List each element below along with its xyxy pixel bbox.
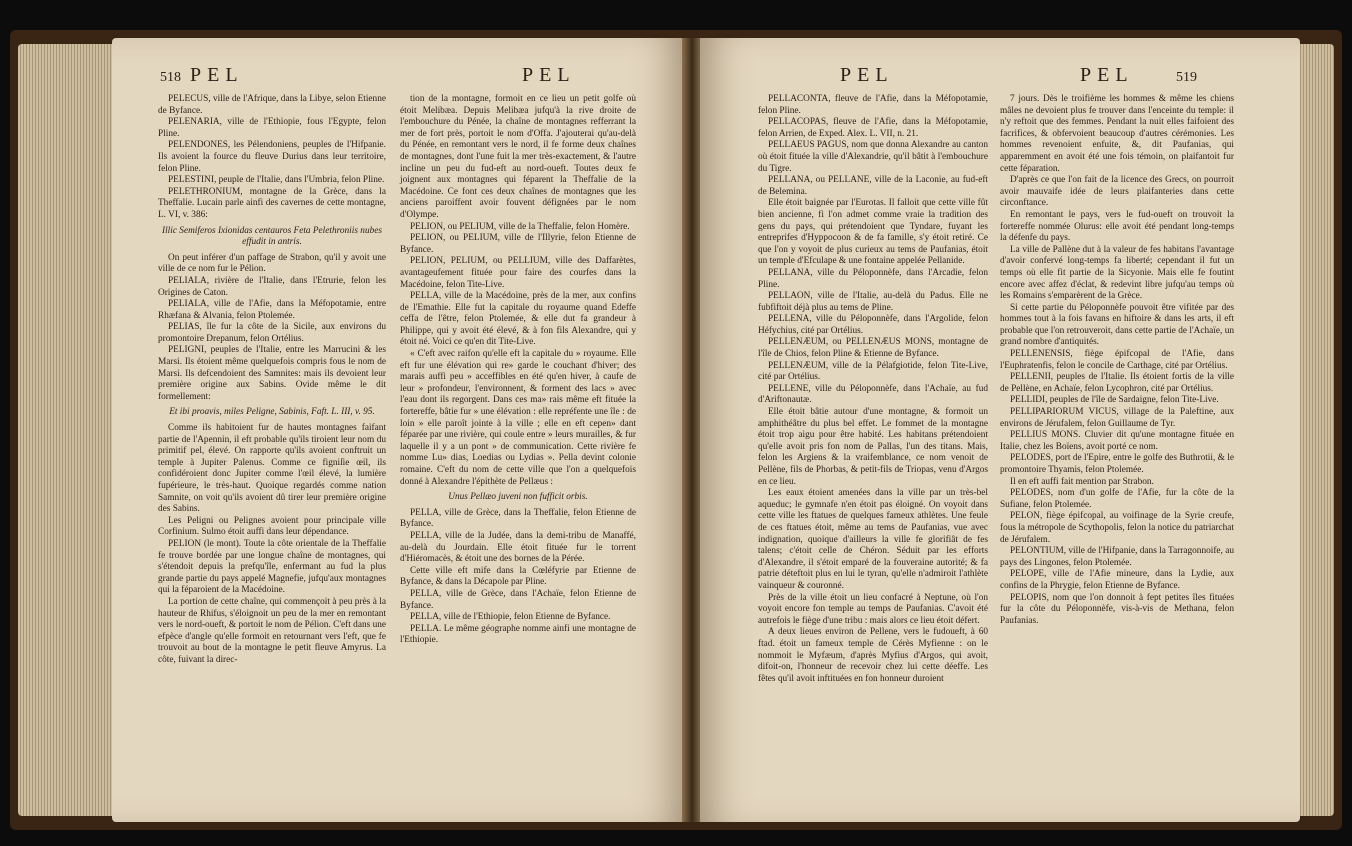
- entry: Les Peligni ou Pelignes avoient pour principale ville Corfinium. Sulmo étoit auffi dans leur dépendance.: [158, 515, 386, 538]
- running-head: PEL: [190, 64, 244, 86]
- entry: PELECUS, ville de l'Afrique, dans la Libye, selon Etienne de Byfance.: [158, 94, 386, 116]
- book-gutter: [682, 38, 702, 822]
- entry: Si cette partie du Péloponnèfe pouvoit être vifitée par des hommes tout à la fois favans en hiftoire & dans les arts, il eft probable que l'on retrouveroit, dans cette partie de l'Achaïe, un grand nombre d'antiquités.: [1000, 302, 1234, 348]
- right-page: [700, 38, 1300, 822]
- entry: PELLANA, ville du Péloponnèfe, dans l'Arcadie, felon Pline.: [758, 267, 988, 290]
- entry: PELENDONES, les Pélendoniens, peuples de l'Hifpanie. Ils avoient la fource du fleuve Durius dans leur territoire, felon Pline.: [158, 140, 386, 174]
- entry: PELLENII, peuples de l'Italie. Ils étoient fortis de la ville de Pellène, en Achaïe, felon Lycophron, cité par Ortélius.: [1000, 372, 1234, 394]
- running-head: PEL: [522, 64, 576, 86]
- page-edges-left: [18, 44, 114, 816]
- entry: PELLA, ville de l'Ethiopie, felon Etienne de Byfance.: [410, 612, 611, 623]
- entry: PELLA, ville de la Judée, dans la demi-tribu de Manaffé, au-delà du Jourdain. Elle étoit fituée fur le torrent d'Hiéromacès, & étoit une des bornes de la Pérée.: [400, 530, 636, 565]
- entry: PELLENENSIS, fiège épifcopal de l'Afie, dans l'Euphratenfis, felon le concile de Carthage, cité par Ortélius.: [1000, 349, 1234, 371]
- entry: PELIAS, île fur la côte de la Sicile, aux environs du promontoire Drepanum, felon Ortélius.: [158, 322, 386, 344]
- entry: PELODES, nom d'un golfe de l'Afie, fur la côte de la Sufiane, felon Ptolemée.: [1000, 488, 1234, 510]
- running-head: PEL: [1080, 64, 1134, 86]
- entry: PELIALA, rivière de l'Italie, dans l'Etrurie, felon les Origines de Caton.: [158, 275, 386, 298]
- entry: PELLACONTA, fleuve de l'Afie, dans la Méfopotamie, felon Pline.: [758, 94, 988, 116]
- entry: PELONTIUM, ville de l'Hifpanie, dans la Tarragonnoife, au pays des Lingones, felon Ptolemée.: [1000, 546, 1234, 568]
- entry: PELION, ou PELIUM, ville de la Theffalie, felon Homère.: [410, 221, 630, 232]
- entry: Elle étoit baignée par l'Eurotas. Il falloit que cette ville fût bien ancienne, fi l'on admet comme vraie la tradition des gens du pays, qui prétendoient que Tyndare, fuyant les entreprifes d'Hyppocoon & de fa famille, s'y étoit retiré. Ce que l'on y voyoit de plus curieux au tems de Paufanias, étoit un temple d'Efculape & une fontaine appelée Pellanide.: [758, 198, 988, 267]
- entry: PELIALA, ville de l'Afie, dans la Méfopotamie, entre Rhæfana & Alvania, felon Ptolemée.: [158, 299, 386, 321]
- entry: PELLA, ville de Grèce, dans l'Achaïe, felon Etienne de Byfance.: [400, 588, 636, 611]
- entry: PELESTINI, peuple de l'Italie, dans l'Umbria, felon Pline.: [168, 175, 385, 186]
- verse-quote: Et ibi proavis, miles Peligne, Sabinis, Faft. L. III, v. 95.: [169, 407, 375, 418]
- verse-quote: Illic Semiferos Ixionidas centauros Feta Pelethroniis nubes effudit in antris.: [162, 225, 382, 248]
- entry: PELLIPARIORUM VICUS, village de la Paleftine, aux environs de Jérufalem, felon Guillaume de Tyr.: [1000, 407, 1234, 429]
- text-column-1: [758, 94, 988, 685]
- entry: Près de la ville étoit un lieu confacré à Neptune, où l'on voyoit encore fon temple au temps de Paufanias. C'avoit été autrefois le fiège d'une tribu : mais alors ce lieu étoit défert.: [758, 592, 988, 626]
- page-edges-right: [1298, 44, 1334, 816]
- text-column-2: [1000, 94, 1234, 627]
- entry: La portion de cette chaîne, qui commençoit à peu près à la hauteur de Rhifus, s'éloignoit un peu de la mer en remontant vers le nord-oueft, & portoit le nom de Pélion. C'eft dans une efpèce d'angle qu'elle formoit en retournant vers l'eft, que fe trouvoit au bout de la montagne le petit fleuve Amyrus. La côte, fuivant la direc-: [158, 596, 386, 665]
- entry: PELLIUS MONS. Cluvier dit qu'une montagne fituée en Italie, chez les Boïens, avoit porté ce nom.: [1000, 430, 1234, 452]
- entry: Comme ils habitoient fur de hautes montagnes faifant partie de l'Apennin, il eft probable qu'ils tiroient leur nom du primitif pel, élevé. On rapporte qu'ils avoient conftruit un temple à Jupiter Palenus. Comme ce figniſie œil, ils confidéroient donc Jupiter comme l'œil élevé, la lumière fupérieure, le très-haut. Quoique regardés comme nation Samnite, on voit qu'ils avoient dû tirer leur première origine des Sabins.: [158, 423, 386, 515]
- entry: PELIGNI, peuples de l'Italie, entre les Marrucini & les Marsi. Ils étoient même quelquefois compris fous le nom de Marsi. Ils defcendoient des Samnites: mais ils devoient leur première origine aux Sabins. Ovide même le dit formellement:: [158, 345, 386, 402]
- entry: On peut inférer d'un paffage de Strabon, qu'il y avoit une ville de ce nom fur le Pélion.: [158, 252, 386, 275]
- quotation: « C'eft avec raifon qu'elle eft la capitale du » royaume. Elle eft fur une élévation qui re» garde le couchant d'hiver; des marais auffi peu » acceffibles en été qu'en hiver, à caufe de leur » profondeur, l'environnent, & forment des lacs » avec l'eau dont ils regorgent. Dans ces ma» rais même eft fituée la fortereffe, bâtie fur » une élévation : elle repréfente une île : de loin » elle paroît jointe à la ville ; elle en eft cepen» dant féparée par une rivière, qui coule entre » leurs murailles, & fur laquelle il y a un pont » de communication. Cette rivière fe nomme Lu» dias, Loedias ou Lydias ». Pella devint colonie romaine. C'eft du nom de cette ville que l'on a quelquefois donné à Alexandre l'épithète de Pellæus :: [400, 349, 636, 487]
- entry: PELLA. Le même géographe nomme ainfi une montagne de l'Ethiopie.: [400, 623, 636, 646]
- entry: PELODES, port de l'Epire, entre le golfe des Buthrotii, & le promontoire Thyamis, felon Ptolemée.: [1000, 453, 1234, 475]
- verse-quote: Unus Pellæo juveni non fufficit orbis.: [448, 492, 588, 503]
- entry: PELLENÆUM, ou PELLENÆUS MONS, montagne de l'île de Chios, felon Pline & Etienne de Byfance.: [758, 337, 988, 360]
- page-number: 519: [1176, 70, 1197, 85]
- entry: Cette ville eft mife dans la Cœléfyrie par Etienne de Byfance, & dans la Décapole par Pline.: [400, 565, 636, 588]
- entry: PELLAEUS PAGUS, nom que donna Alexandre au canton où étoit fituée la ville d'Alexandrie, qu'il bâtit à l'embouchure du Tigre.: [758, 140, 988, 174]
- entry: PELENARIA, ville de l'Ethiopie, fous l'Egypte, felon Pline.: [158, 117, 386, 139]
- entry: PELETHRONIUM, montagne de la Grèce, dans la Theffalie. Lucain parle ainfi des cavernes de cette montagne, L. VI, v. 386:: [158, 186, 386, 220]
- entry: A deux lieues environ de Pellene, vers le fudoueft, à 60 ftad. étoit un fameux temple de Cérès Myfienne : on le nommoit le Myfæum, d'après Myfius d'Argos, qui avoit, difoit-on, l'honneur de recevoir chez lui cette déeffe. Les fêtes qu'il avoit inftituées en fon honneur duroient: [758, 627, 988, 684]
- entry: PELLACOPAS, fleuve de l'Afie, dans la Méfopotamie, felon Arrien, de Exped. Alex. L. VII, n. 21.: [758, 117, 988, 139]
- entry: PELION (le mont). Toute la côte orientale de la Theffalie fe trouve bordée par une longue chaîne de montagnes, qui s'étendoit depuis la prefqu'île, enfermant au fud la plus grande partie du pays appelé Magnefie, jufqu'aux montagnes qui la féparoient de la Macédoine.: [158, 538, 386, 596]
- entry: PELION, PELIUM, ou PELLIUM, ville des Daffarètes, avantageufement fituée pour faire des courfes dans la Macédoine, felon Tite-Live.: [400, 256, 636, 290]
- open-book: [10, 30, 1342, 830]
- entry: PELLAON, ville de l'Italie, au-delà du Padus. Elle ne fubfiftoit déjà plus au tems de Pline.: [758, 291, 988, 313]
- entry: PELLENÆUM, ville de la Pélafgiotide, felon Tite-Live, cité par Ortélius.: [758, 360, 988, 383]
- entry: PELLA, ville de la Macédoine, près de la mer, aux confins de l'Emathie. Elle fut la capitale du royaume quand Edeffe ceffa de l'être, felon Ptolemée, & elle dut fa grandeur à Philippe, qui y avoit été élevé, & à fon fils Alexandre, qui y étoit né. Voici ce qu'en dit Tite-Live.: [400, 291, 636, 348]
- left-page: [112, 38, 684, 822]
- entry: D'après ce que l'on fait de la licence des Grecs, on pourroit avoir mauvaife idée de leurs plaifanteries dans cette circonftance.: [1000, 175, 1234, 209]
- entry: Les eaux étoient amenées dans la ville par un très-bel aqueduc; le gymnafe n'en étoit pas éloigné. On voyoit dans cette ville les ftatues de quelques fameux athlètes. Une feule de ces ftatues étoit, même au tems de Paufanias, vue avec indignation, quoique d'ailleurs la ville fe glorifiât de fes talens; c'étoit celle de Chéron. Séduit par les efforts d'Alexandre, il s'étoit emparé de la fouveraine autorité; & fa patrie déteftoit plus en lui le tyran, qu'elle n'admiroit l'athlète vainqueur & couronné.: [758, 488, 988, 591]
- running-head: PEL: [840, 64, 894, 86]
- entry: PELLIDI, peuples de l'île de Sardaigne, felon Tite-Live.: [1010, 395, 1219, 406]
- entry: PELLENE, ville du Péloponnèfe, dans l'Achaïe, au fud d'Ariftonautæ.: [758, 383, 988, 406]
- entry: Elle étoit bâtie autour d'une montagne, & formoit un amphithéâtre du plus bel effet. Le fommet de la montagne étoit trop aigu pour être habité. Les habitans prétendoient qu'elle avoit pris fon nom de Pallas, l'un des titans. Mais, felon les Argiens & la vraifemblance, ce nom venoit de Pellène, fils de Phorbas, & petit-fils de Triopas, venu d'Argos en ce lieu.: [758, 407, 988, 487]
- entry: PELOPE, ville de l'Afie mineure, dans la Lydie, aux confins de la Phrygie, felon Etienne de Byfance.: [1000, 569, 1234, 591]
- entry: PELION, ou PELIUM, ville de l'Illyrie, felon Etienne de Byfance.: [400, 233, 636, 255]
- entry: PELON, fiège épifcopal, au voifinage de la Syrie creufe, fous la métropole de Scythopolis, felon la notice du patriarchat de Jérufalem.: [1000, 511, 1234, 545]
- entry: PELLANA, ou PELLANE, ville de la Laconie, au fud-eft de Belemina.: [758, 175, 988, 197]
- entry: tion de la montagne, formoit en ce lieu un petit golfe où étoit Melibæa. Depuis Melibæa jufqu'à la rive droite de l'embouchure du Pénée, la chaîne de montagnes refferrant la mer de fort près, portoit le nom d'Offa. J'ajouterai qu'au-delà du Pénée, en remontant vers le nord, il fe forme deux chaînes de montagnes, dont l'une fuit la mer très-exactement, & l'autre incline un peu du fud-eft au nord-oueft. Toutes deux fe joignent aux montagnes qui féparent la Theffalie de la Macédoine. Ce font ces deux chaînes de montagnes que les anciens paroiffent avoir fouvent défignées par le nom d'Olympe.: [400, 94, 636, 220]
- entry: PELLA, ville de Grèce, dans la Theffalie, felon Etienne de Byfance.: [400, 507, 636, 530]
- entry: La ville de Pallène dut à la valeur de fes habitans l'avantage d'avoir confervé long-temps fa liberté; cependant il fut un temps où elle fit partie de la Sicyonie. Mais elle fe foutint encore avec affez d'éclat, & redevint libre jufqu'au temps où les Romains s'emparèrent de la Grèce.: [1000, 244, 1234, 302]
- entry: Il en eft auffi fait mention par Strabon.: [1010, 476, 1154, 487]
- entry: PELLENA, ville du Péloponnèfe, dans l'Argolide, felon Héfychius, cité par Ortélius.: [758, 314, 988, 336]
- entry: 7 jours. Dès le troifième les hommes & même les chiens mâles ne devoient plus fe trouver dans l'enceinte du temple: il n'y reftoit que des femmes. Pendant la nuit elles faifoient des facrifices, & obfervoient beaucoup d'autres cérémonies. Les hommes revenoient enfuite, &, dit Paufanias, qui apparemment en avoit été une fois témoin, on plaifantoit fur cette féparation.: [1000, 94, 1234, 174]
- page-number: 518: [160, 70, 181, 85]
- entry: PELOPIS, nom que l'on donnoit à fept petites îles fituées fur la côte du Péloponnèfe, vis-à-vis de Methana, felon Paufanias.: [1000, 592, 1234, 626]
- text-column-2: [400, 94, 636, 647]
- entry: En remontant le pays, vers le fud-oueft on trouvoit la fortereffe nommée Olurus: elle avoit été pendant long-temps la défenfe du pays.: [1000, 209, 1234, 244]
- text-column-1: [158, 94, 386, 667]
